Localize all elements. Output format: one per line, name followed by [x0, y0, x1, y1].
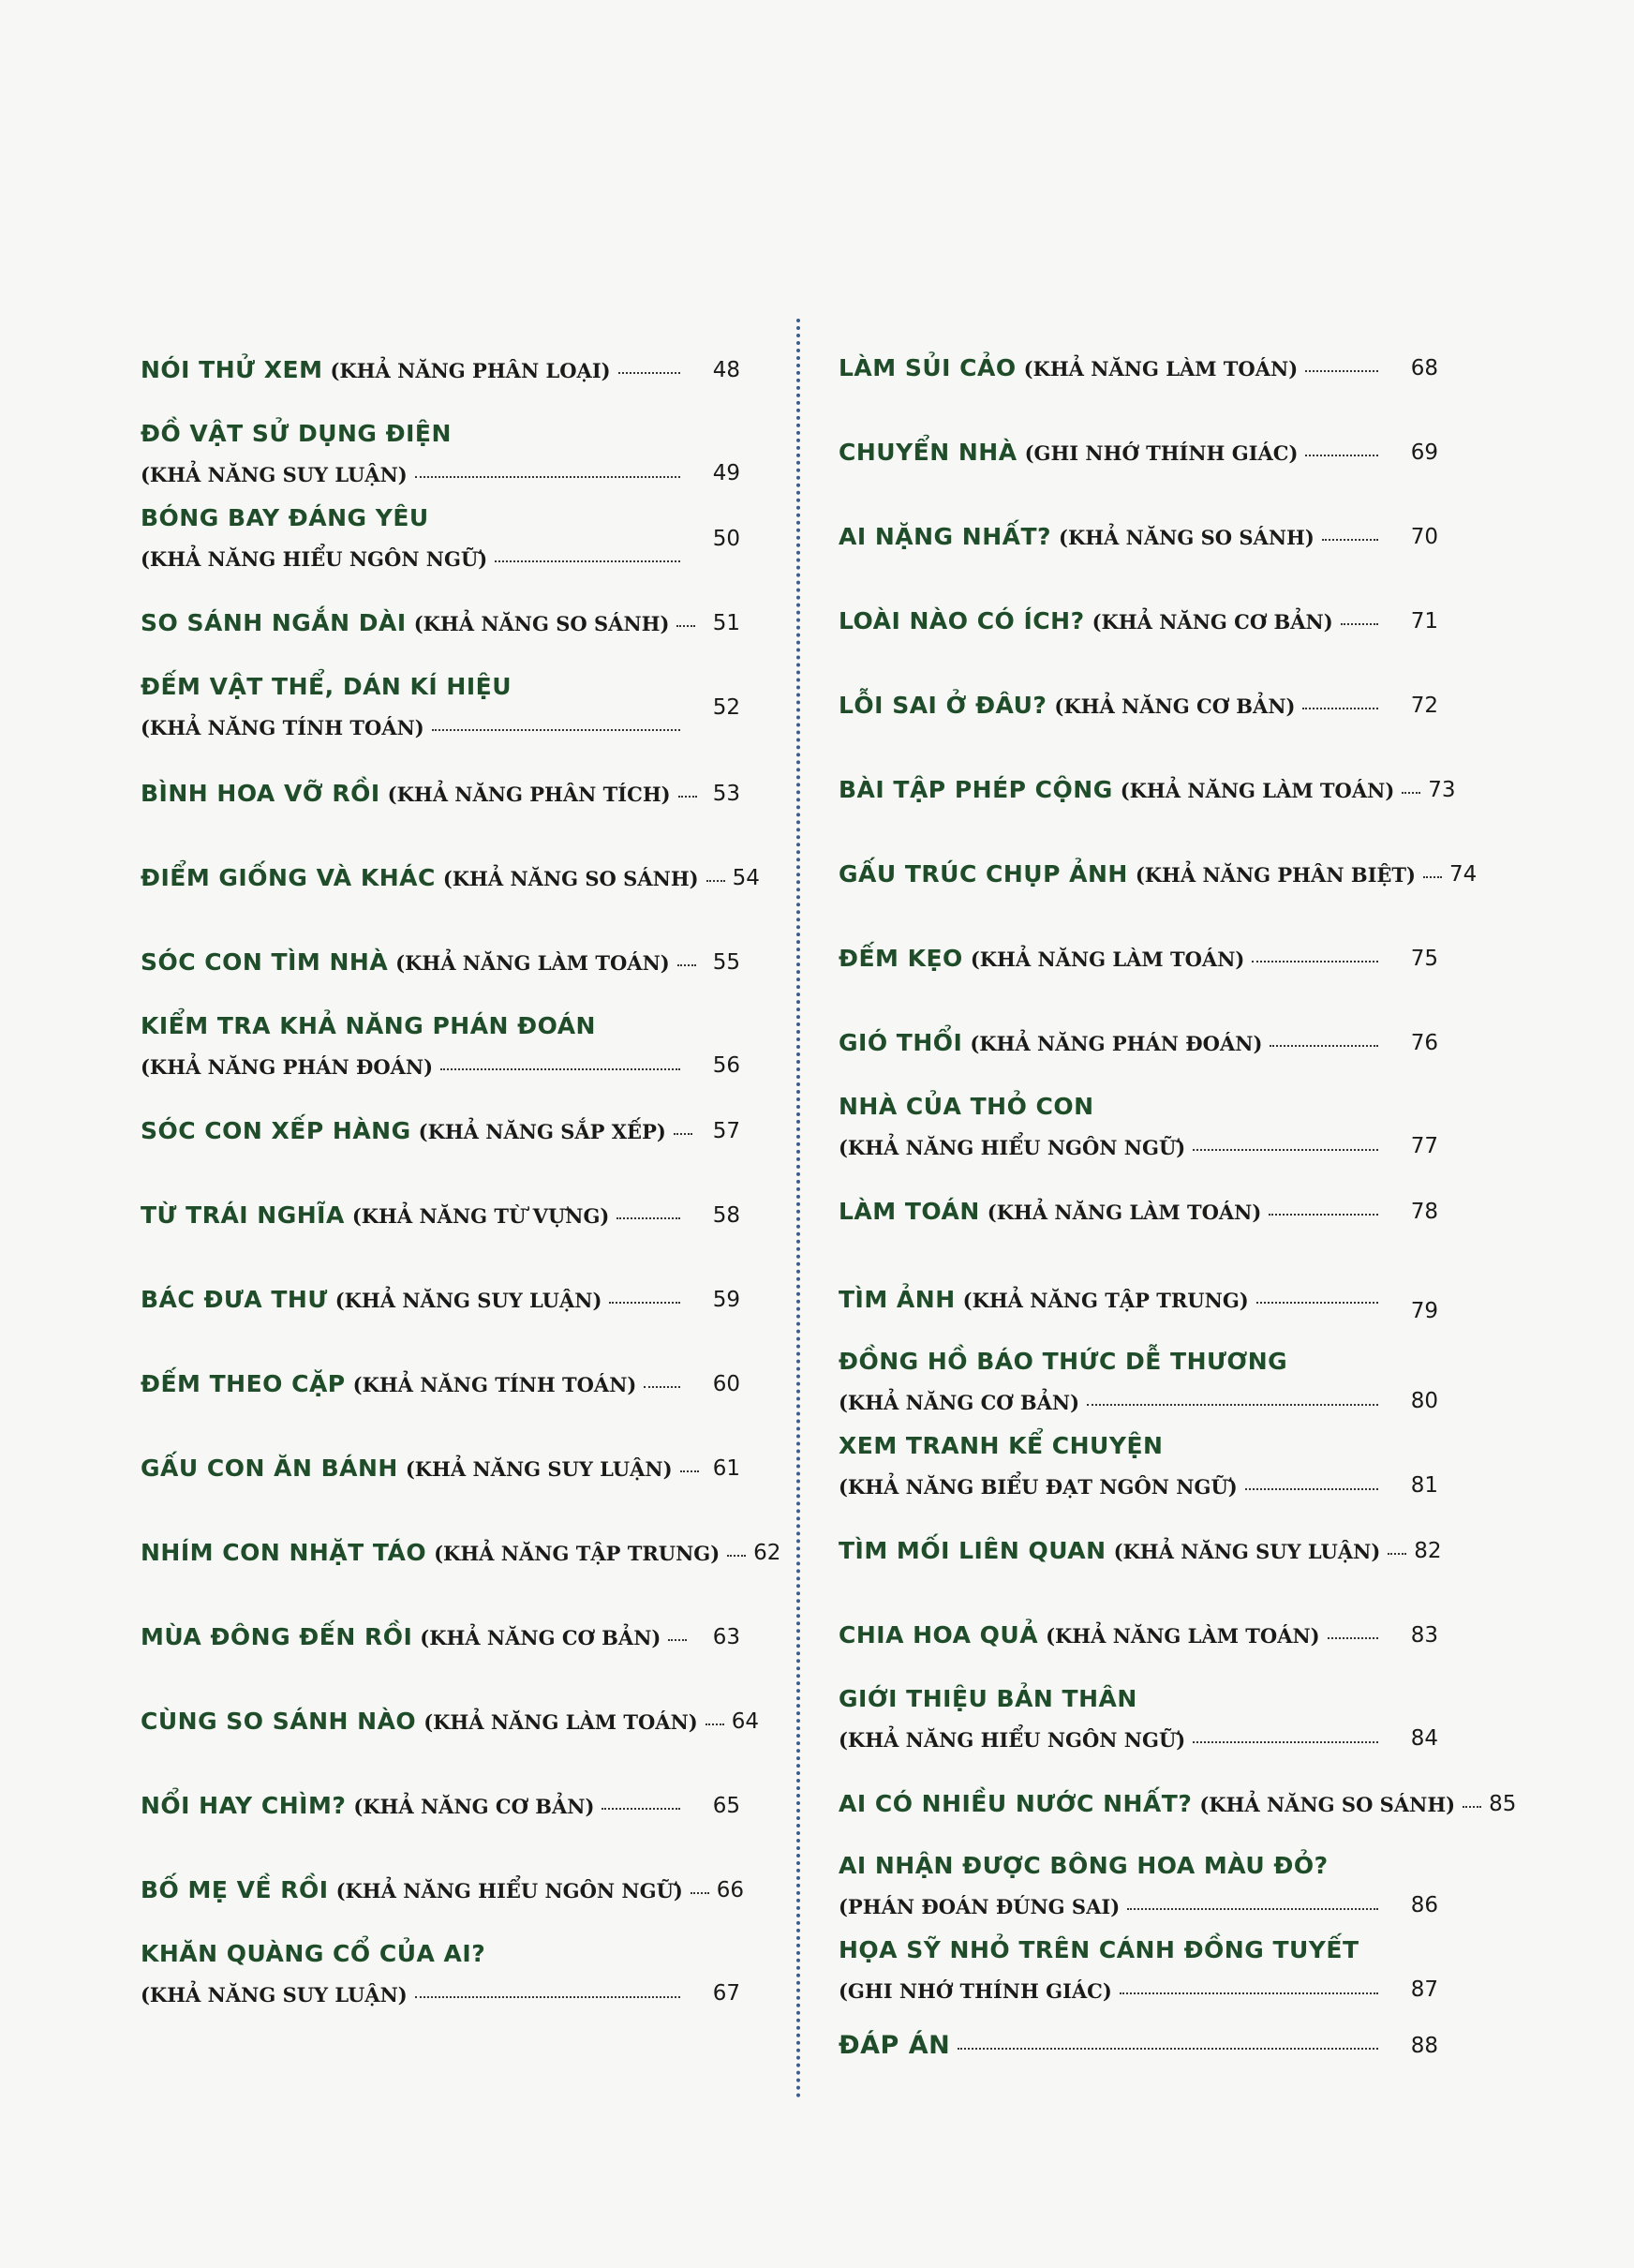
toc-entry-title: BÀI TẬP PHÉP CỘNG: [839, 775, 1113, 803]
toc-page-number: 58: [712, 1203, 740, 1228]
dot-leader: [727, 1555, 746, 1557]
toc-entry-subtitle: (PHÁN ĐOÁN ĐÚNG SAI): [839, 1895, 1121, 1918]
toc-entry-title: TỪ TRÁI NGHĨA: [141, 1201, 345, 1229]
toc-entry-title: CHUYỂN NHÀ: [839, 438, 1018, 466]
toc-page-number: 50: [712, 527, 740, 551]
dot-leader: [1423, 876, 1442, 878]
toc-entry-title: NHÍM CON NHẶT TÁO: [141, 1538, 427, 1566]
toc-entry-subtitle: (KHẢ NĂNG SUY LUẬN): [141, 463, 408, 486]
toc-entry-answers[interactable]: [839, 2022, 1438, 2069]
dot-leader: [1305, 370, 1378, 372]
toc-entry-subtitle: (KHẢ NĂNG LÀM TOÁN): [1120, 778, 1395, 802]
toc-entry-subtitle: (KHẢ NĂNG TẬP TRUNG): [434, 1541, 720, 1565]
toc-page-number: 49: [712, 461, 740, 485]
toc-page-number: 85: [1489, 1792, 1517, 1816]
dot-leader: [495, 560, 680, 562]
toc-entry[interactable]: [141, 1867, 745, 1914]
dot-leader: [1120, 1992, 1378, 1994]
toc-page-number: 51: [712, 611, 740, 635]
toc-entry[interactable]: [839, 1340, 1438, 1425]
toc-page-number: 66: [716, 1878, 745, 1902]
toc-entry-title: KHĂN QUÀNG CỔ CỦA AI?: [141, 1940, 486, 1967]
toc-page-number: 87: [1410, 1977, 1438, 2002]
toc-entry-subtitle: (KHẢ NĂNG TÍNH TOÁN): [352, 1372, 637, 1396]
dot-leader: [415, 476, 680, 478]
toc-entry[interactable]: [839, 598, 1438, 645]
toc-entry-title: SÓC CON XẾP HÀNG: [141, 1116, 411, 1144]
toc-entry[interactable]: [839, 1929, 1438, 2013]
toc-page-number: 70: [1410, 525, 1438, 549]
toc-entry-subtitle: (KHẢ NĂNG SO SÁNH): [1059, 525, 1315, 549]
toc-page-number: 52: [712, 695, 740, 720]
dot-leader: [1252, 961, 1378, 962]
toc-entry[interactable]: [141, 1276, 740, 1323]
toc-entry[interactable]: [141, 1932, 740, 2017]
toc-entry[interactable]: [141, 1783, 740, 1829]
toc-entry-subtitle: (KHẢ NĂNG TỪ VỰNG): [351, 1203, 610, 1228]
toc-entry-subtitle: (KHẢ NĂNG SO SÁNH): [413, 611, 670, 635]
toc-page-number: 78: [1410, 1200, 1438, 1224]
toc-entry-title: ĐẾM KẸO: [839, 944, 963, 972]
toc-page-number: 68: [1410, 356, 1438, 380]
toc-page-number: 60: [712, 1372, 740, 1396]
dot-leader: [1270, 1045, 1378, 1047]
toc-entry-title: MÙA ĐÔNG ĐẾN RỒI: [141, 1622, 413, 1650]
toc-page-number: 73: [1428, 778, 1456, 802]
toc-entry-subtitle: (KHẢ NĂNG PHÂN LOẠI): [330, 358, 611, 382]
toc-entry-title: ĐIỂM GIỐNG VÀ KHÁC: [141, 863, 436, 891]
toc-entry-subtitle: (KHẢ NĂNG LÀM TOÁN): [970, 947, 1245, 971]
dot-leader: [616, 1217, 680, 1219]
dot-leader: [1245, 1488, 1378, 1490]
toc-entry-subtitle: (KHẢ NĂNG PHÁN ĐOÁN): [141, 1055, 434, 1079]
toc-entry-title: SÓC CON TÌM NHÀ: [141, 947, 389, 976]
toc-page-number: 79: [1410, 1299, 1438, 1323]
toc-page-number: 75: [1410, 947, 1438, 971]
toc-entry-subtitle: (KHẢ NĂNG TẬP TRUNG): [962, 1288, 1249, 1312]
dot-leader: [1341, 623, 1378, 625]
toc-entry[interactable]: [839, 1425, 1438, 1509]
toc-entry-subtitle: (KHẢ NĂNG CƠ BẢN): [1054, 694, 1296, 718]
toc-entry-title: BỐ MẸ VỀ RỒI: [141, 1875, 329, 1903]
toc-entry-subtitle: (KHẢ NĂNG HIỂU NGÔN NGỮ): [839, 1728, 1186, 1752]
toc-page-number: 84: [1410, 1726, 1438, 1751]
toc-entry-title: LỖI SAI Ở ĐÂU?: [839, 691, 1047, 719]
toc-entry[interactable]: [839, 1781, 1517, 1828]
toc-entry[interactable]: [839, 1188, 1438, 1235]
toc-entry[interactable]: [839, 935, 1438, 982]
toc-entry-subtitle: (KHẢ NĂNG LÀM TOÁN): [395, 950, 670, 975]
toc-entry-title: LÀM TOÁN: [839, 1197, 980, 1225]
column-divider: [796, 319, 800, 2099]
toc-entry-subtitle: (KHẢ NĂNG CƠ BẢN): [839, 1391, 1080, 1414]
toc-entry-subtitle: (KHẢ NĂNG CƠ BẢN): [1092, 609, 1333, 634]
toc-entry-title: AI NHẬN ĐƯỢC BÔNG HOA MÀU ĐỎ?: [839, 1852, 1329, 1879]
toc-entry-subtitle: (KHẢ NĂNG SUY LUẬN): [1113, 1539, 1381, 1563]
toc-entry-title: CÙNG SO SÁNH NÀO: [141, 1707, 417, 1735]
toc-entry[interactable]: [141, 665, 740, 750]
toc-entry-title: NHÀ CỦA THỎ CON: [839, 1093, 1094, 1120]
toc-entry-title: LOÀI NÀO CÓ ÍCH?: [839, 606, 1085, 634]
toc-entry-title: BÌNH HOA VỠ RỒI: [141, 779, 380, 807]
toc-entry-subtitle: (KHẢ NĂNG SẮP XẾP): [418, 1119, 666, 1143]
toc-entry-subtitle: (GHI NHỚ THÍNH GIÁC): [1024, 440, 1299, 465]
dot-leader: [1402, 792, 1420, 794]
toc-entry-title: LÀM SỦI CẢO: [839, 353, 1017, 381]
dot-leader: [706, 1723, 724, 1725]
toc-entry[interactable]: [141, 1005, 740, 1089]
toc-page-number: 59: [712, 1288, 740, 1312]
toc-page-number: 53: [712, 782, 740, 806]
dot-leader: [1087, 1404, 1378, 1406]
toc-entry[interactable]: [839, 1844, 1438, 1929]
toc-entry-title: TÌM MỐI LIÊN QUAN: [839, 1536, 1107, 1564]
toc-entry-subtitle: (KHẢ NĂNG LÀM TOÁN): [1046, 1623, 1320, 1648]
toc-entry[interactable]: [141, 600, 740, 647]
toc-entry-title: TÌM ẢNH: [839, 1285, 956, 1313]
toc-page-number: 55: [712, 950, 740, 975]
toc-entry[interactable]: [839, 1085, 1438, 1170]
toc-entry-subtitle: (KHẢ NĂNG HIỂU NGÔN NGỮ): [141, 547, 488, 571]
toc-entry-title: CHIA HOA QUẢ: [839, 1620, 1039, 1649]
toc-entry-title: XEM TRANH KỂ CHUYỆN: [839, 1432, 1164, 1459]
toc-page-number: 77: [1410, 1134, 1438, 1158]
dot-leader: [1388, 1553, 1406, 1555]
toc-page-number: 62: [753, 1541, 781, 1565]
toc-entry-title: ĐÁP ÁN: [839, 2031, 951, 2060]
toc-entry-subtitle: (KHẢ NĂNG PHÂN BIỆT): [1135, 862, 1416, 887]
dot-leader: [678, 796, 697, 798]
toc-entry-subtitle: (KHẢ NĂNG SUY LUẬN): [141, 1983, 408, 2007]
toc-page-number: 83: [1410, 1623, 1438, 1648]
toc-entry-title: GIÓ THỔI: [839, 1028, 963, 1056]
toc-entry[interactable]: [141, 1698, 759, 1745]
toc-entry-title: KIỂM TRA KHẢ NĂNG PHÁN ĐOÁN: [141, 1012, 596, 1039]
toc-entry[interactable]: [141, 770, 740, 817]
toc-entry-subtitle: (KHẢ NĂNG SUY LUẬN): [405, 1456, 673, 1481]
toc-entry-subtitle: (KHẢ NĂNG CƠ BẢN): [420, 1625, 661, 1649]
toc-page-number: 80: [1410, 1389, 1438, 1413]
toc-page-number: 76: [1410, 1031, 1438, 1055]
toc-page-number: 63: [712, 1625, 740, 1649]
toc-entry-subtitle: (KHẢ NĂNG TÍNH TOÁN): [141, 716, 424, 739]
dot-leader: [1328, 1637, 1378, 1639]
dot-leader: [1302, 708, 1378, 709]
toc-page-number: 74: [1448, 862, 1478, 887]
toc-entry-subtitle: (KHẢ NĂNG LÀM TOÁN): [423, 1709, 698, 1734]
toc-entry[interactable]: [141, 1445, 740, 1492]
toc-page-number: 67: [712, 1981, 740, 2006]
dot-leader: [691, 1892, 709, 1894]
toc-entry-title: ĐỒ VẬT SỬ DỤNG ĐIỆN: [141, 420, 452, 447]
dot-leader: [1193, 1741, 1378, 1743]
toc-page-number: 71: [1410, 609, 1438, 634]
toc-entry[interactable]: [141, 1614, 740, 1661]
toc-entry-title: GẤU CON ĂN BÁNH: [141, 1454, 398, 1482]
toc-entry-title: SO SÁNH NGẮN DÀI: [141, 608, 407, 636]
toc-entry-title: NỔI HAY CHÌM?: [141, 1791, 347, 1819]
dot-leader: [440, 1068, 680, 1070]
toc-entry[interactable]: [839, 851, 1478, 898]
toc-entry[interactable]: [839, 1612, 1438, 1659]
dot-leader: [1322, 539, 1378, 541]
dot-leader: [676, 625, 695, 627]
dot-leader: [958, 2048, 1378, 2050]
dot-leader: [706, 880, 725, 882]
toc-entry[interactable]: [839, 514, 1438, 560]
toc-entry[interactable]: [141, 939, 740, 986]
toc-entry-subtitle: (KHẢ NĂNG HIỂU NGÔN NGỮ): [839, 1136, 1186, 1159]
toc-entry-subtitle: (KHẢ NĂNG SO SÁNH): [442, 866, 699, 890]
toc-entry-title: GẤU TRÚC CHỤP ẢNH: [839, 859, 1128, 888]
toc-entry-subtitle: (KHẢ NĂNG CƠ BẢN): [353, 1794, 595, 1818]
toc-page-number: 48: [712, 358, 740, 382]
toc-page-number: 69: [1410, 440, 1438, 465]
toc-entry-subtitle: (GHI NHỚ THÍNH GIÁC): [839, 1979, 1112, 2003]
toc-page-number: 61: [712, 1456, 740, 1481]
toc-entry-title: BÓNG BAY ĐÁNG YÊU: [141, 504, 429, 531]
dot-leader: [432, 729, 680, 731]
dot-leader: [1305, 455, 1378, 456]
toc-page-number: 86: [1410, 1893, 1438, 1917]
dot-leader: [674, 1133, 692, 1135]
toc-entry-title: AI CÓ NHIỀU NƯỚC NHẤT?: [839, 1789, 1193, 1817]
toc-page-number: 56: [712, 1053, 740, 1078]
dot-leader: [602, 1808, 680, 1810]
toc-entry[interactable]: [141, 1361, 740, 1408]
toc-entry-subtitle: (KHẢ NĂNG PHÁN ĐOÁN): [970, 1031, 1263, 1055]
dot-leader: [1193, 1149, 1378, 1151]
toc-page-number: 88: [1410, 2034, 1438, 2058]
dot-leader: [1256, 1302, 1378, 1304]
toc-entry[interactable]: [141, 855, 760, 902]
dot-leader: [609, 1302, 680, 1304]
toc-entry[interactable]: [839, 682, 1438, 729]
toc-page-number: 64: [731, 1709, 759, 1734]
toc-entry[interactable]: [839, 345, 1438, 392]
dot-leader: [644, 1386, 680, 1388]
toc-entry-title: NÓI THỬ XEM: [141, 355, 323, 383]
toc-page-number: 65: [712, 1794, 740, 1818]
toc-entry-subtitle: (KHẢ NĂNG SO SÁNH): [1199, 1792, 1456, 1816]
toc-page-number: 82: [1414, 1539, 1442, 1563]
toc-entry-subtitle: (KHẢ NĂNG HIỂU NGÔN NGỮ): [335, 1878, 683, 1902]
toc-entry[interactable]: [141, 347, 740, 394]
toc-entry-title: ĐẾM VẬT THỂ, DÁN KÍ HIỆU: [141, 673, 512, 700]
toc-entry[interactable]: [141, 412, 740, 497]
toc-entry-subtitle: (KHẢ NĂNG LÀM TOÁN): [987, 1200, 1262, 1224]
toc-page-number: 57: [712, 1119, 740, 1143]
dot-leader: [1127, 1908, 1378, 1910]
toc-entry[interactable]: [839, 1528, 1442, 1574]
toc-entry[interactable]: [141, 1192, 740, 1239]
toc-entry[interactable]: [141, 497, 740, 581]
toc-entry[interactable]: [839, 429, 1438, 476]
toc-entry[interactable]: [839, 767, 1456, 813]
toc-entry-title: ĐỒNG HỒ BÁO THỨC DỄ THƯƠNG: [839, 1348, 1288, 1375]
toc-entry[interactable]: [141, 1529, 781, 1576]
dot-leader: [618, 372, 680, 374]
toc-entry-subtitle: (KHẢ NĂNG SUY LUẬN): [334, 1288, 602, 1312]
dot-leader: [668, 1639, 687, 1641]
dot-leader: [1269, 1214, 1378, 1216]
dot-leader: [677, 964, 696, 966]
toc-entry-title: GIỚI THIỆU BẢN THÂN: [839, 1685, 1137, 1712]
toc-entry-title: BÁC ĐƯA THƯ: [141, 1285, 328, 1313]
dot-leader: [1463, 1806, 1481, 1808]
toc-page-number: 81: [1410, 1473, 1438, 1498]
toc-entry[interactable]: [839, 1020, 1438, 1067]
toc-entry-title: AI NẶNG NHẤT?: [839, 522, 1052, 550]
toc-entry-title: HỌA SỸ NHỎ TRÊN CÁNH ĐỒNG TUYẾT: [839, 1936, 1359, 1963]
toc-entry[interactable]: [141, 1108, 740, 1155]
toc-entry-subtitle: (KHẢ NĂNG PHÂN TÍCH): [387, 782, 671, 806]
toc-entry[interactable]: [839, 1678, 1438, 1762]
toc-entry[interactable]: [839, 1276, 1438, 1323]
toc-entry-subtitle: (KHẢ NĂNG LÀM TOÁN): [1023, 356, 1299, 380]
dot-leader: [415, 1996, 680, 1998]
dot-leader: [680, 1470, 699, 1472]
toc-entry-subtitle: (KHẢ NĂNG BIỂU ĐẠT NGÔN NGỮ): [839, 1475, 1238, 1499]
toc-page-number: 72: [1410, 694, 1438, 718]
toc-entry-title: ĐẾM THEO CẶP: [141, 1369, 346, 1397]
toc-page-number: 54: [732, 866, 760, 890]
